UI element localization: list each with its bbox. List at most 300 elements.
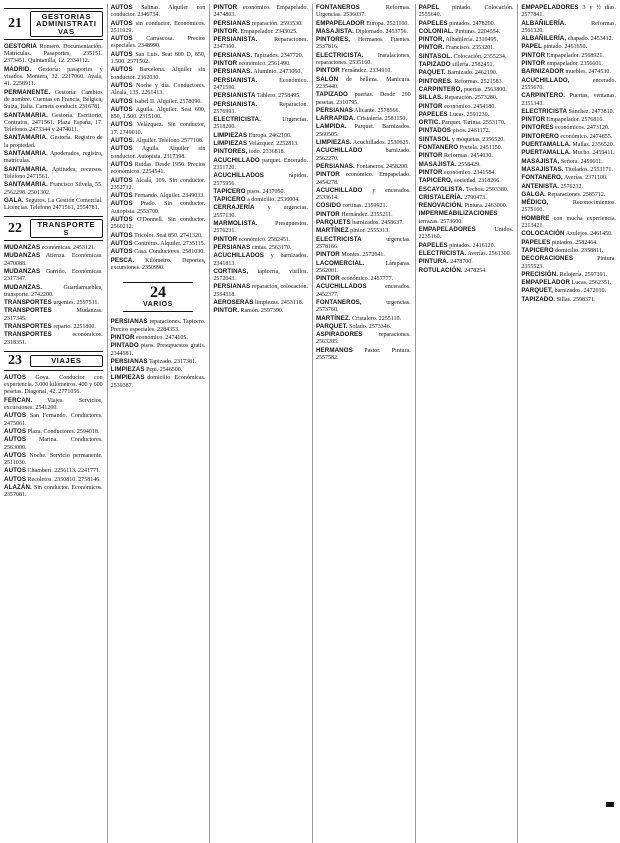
entry-text: Gestoría: Cambios de nombre. Cuentas en Francia, Bélgica, Suiza, Italia. Carnets conducir. 2316781.	[4, 89, 103, 111]
classified-entry	[213, 28, 308, 36]
entry-text: Ruidas. Desde 1950. Precios económicos. 2254541.	[110, 161, 206, 176]
classified-entry	[213, 307, 308, 315]
entry-text: económico. 2474855.	[558, 133, 613, 140]
classified-entry	[419, 242, 514, 250]
entry-text: Salinas. Alquiler con conductor. 2346734.	[110, 5, 206, 19]
classified-entry	[213, 188, 308, 196]
entry-lead: PARQUET.	[315, 322, 348, 330]
classified-entry	[316, 139, 411, 147]
classified-entry	[4, 197, 103, 213]
classified-entry	[521, 68, 616, 76]
entry-text: Sánchez. 2473810.	[567, 108, 615, 115]
entry-text: sociedad. 2318266.	[452, 178, 501, 185]
entry-text: 2478254.	[462, 267, 487, 274]
classified-entry	[521, 20, 616, 36]
entry-lead: TRANSPORTES	[4, 299, 52, 307]
entry-text: Barcelona. Alquiler sin conductor. 2362030.	[110, 67, 206, 81]
entry-lead: PINTOR	[521, 60, 546, 68]
classified-entry	[419, 177, 514, 185]
classified-entry	[4, 252, 103, 268]
entry-lead: PINTOR	[213, 60, 238, 68]
entry-lead: ELECTRICISTA.	[213, 116, 261, 124]
classified-entry	[419, 119, 514, 127]
classified-entry	[419, 94, 514, 102]
entry-text: Alquiler. Teléfono 2577108.	[134, 138, 204, 145]
entry-lead: PRECISIÓN.	[521, 270, 559, 278]
classified-entry	[316, 323, 411, 331]
entry-lead: PERSIANAS	[110, 357, 148, 365]
entry-text: Señora. 2459011.	[559, 158, 603, 165]
entry-text: puertas. Desde 290 pesetas. 2310795.	[315, 92, 411, 106]
classified-entry	[316, 315, 411, 323]
entry-text: San Fernando. Conductores. 2475061.	[4, 413, 103, 427]
classified-entry	[316, 187, 411, 203]
entry-lead: PINTURA.	[418, 258, 449, 266]
entry-lead: PINTOR	[213, 235, 238, 243]
classified-entry	[521, 116, 616, 124]
entry-text: Montes. 2572641.	[339, 252, 385, 259]
entry-lead: TAPIZADO	[418, 61, 451, 69]
entry-lead: MADRID.	[4, 65, 32, 73]
entry-lead: MASAJISTA.	[418, 160, 457, 168]
entry-text: San Luis. Seat 600 D, 850, 1.500. 2571502.	[110, 51, 206, 66]
entry-lead: AUTOS	[110, 145, 133, 153]
classified-entry	[419, 127, 514, 135]
classified-entry	[316, 4, 411, 20]
entry-text: reparto. 2251800.	[51, 323, 96, 330]
section-header	[123, 282, 193, 312]
entry-lead: MUDANZAS.	[4, 283, 43, 291]
classified-entry	[419, 86, 514, 94]
classified-entry	[111, 106, 206, 122]
classified-entry	[316, 299, 411, 315]
classified-entry	[4, 166, 103, 182]
entry-lead: FONTANERO	[418, 144, 459, 152]
entry-lead: LIMPIEZAS	[213, 140, 248, 148]
entry-lead: AUTOS	[110, 216, 133, 224]
entry-lead: LIMPIEZAS	[110, 366, 145, 374]
entry-lead: PAQUET.	[418, 69, 446, 77]
entry-text: 2478700.	[448, 259, 473, 266]
entry-text: Puertas, ventanas. 2351343.	[521, 93, 616, 107]
entry-lead: LIMPIEZAS.	[315, 139, 352, 147]
entry-lead: PINTOR	[315, 67, 340, 75]
classified-entry	[213, 116, 308, 132]
entry-lead: ESCAYOLISTA.	[418, 185, 465, 193]
entry-text: Mudanzas. 2317345.	[4, 308, 103, 322]
classified-entry	[316, 123, 411, 139]
entry-lead: COSIDO	[315, 202, 341, 210]
entry-lead: PESCA.	[110, 256, 135, 264]
entry-lead: PERSIANISTA.	[213, 100, 258, 108]
classified-entry	[521, 239, 616, 247]
classified-entry	[213, 77, 308, 93]
entry-text: Viajes. Servicios, excursiones. 2541200.	[4, 397, 103, 412]
classified-entry	[316, 202, 411, 210]
classified-entry	[521, 4, 616, 20]
entry-lead: AUTOS	[110, 81, 133, 89]
entry-lead: LIMPIEZAS	[213, 131, 248, 139]
classified-entry	[213, 252, 308, 268]
entry-text: Ramón. 2597390.	[239, 308, 284, 315]
entry-lead: MARMOLISTA.	[213, 220, 258, 228]
classified-entry	[4, 323, 103, 331]
classified-entry	[419, 202, 514, 210]
entry-text: económico. 2454180.	[442, 103, 496, 110]
entry-text: Reformas. 2454030.	[442, 153, 493, 160]
entry-text: Reformas. Urgencias. 2536037.	[315, 5, 411, 19]
classified-entry	[4, 476, 103, 484]
entry-text: O'Donnell. Sin conductor. 2560212.	[110, 217, 206, 231]
entry-lead: AUTOS	[110, 248, 133, 256]
entry-lead: GESTORIA	[4, 42, 38, 50]
entry-text: a domicilio. 2536004.	[245, 197, 300, 204]
classified-entry	[419, 186, 514, 194]
classified-entry	[316, 236, 411, 252]
entry-lead: PINTOR	[315, 251, 340, 259]
classified-entry	[213, 299, 308, 307]
entry-lead: AUTOS	[4, 373, 27, 381]
entry-text: urgencias. 2578166.	[315, 236, 411, 250]
classified-entry	[111, 20, 206, 36]
classified-entry	[111, 200, 206, 216]
entry-text: Albañilería. 2310495.	[444, 37, 499, 44]
classified-entry	[213, 220, 308, 236]
entry-text: Acuchillados. 2530625.	[351, 140, 411, 147]
entry-lead: ROTULACIÓN.	[418, 266, 463, 274]
entry-text: Goya. Conductor con experiencia. 3.000 kilómetros. 400 y 600 pesetas. Diagonal, 42. 2771056.	[4, 374, 103, 396]
entry-lead: AUTOS	[110, 97, 133, 105]
entry-lead: DECORACIONES	[521, 255, 574, 263]
entry-text: Kilómetro. Deportes, excursiones. 2350990.	[110, 257, 206, 271]
section-title: TRANSPORTES	[30, 219, 103, 238]
classified-entry	[111, 240, 206, 248]
classified-entry	[111, 137, 206, 145]
classified-entry	[316, 67, 411, 75]
classified-entry	[521, 174, 616, 182]
entry-text: Averías. 2561300.	[466, 250, 512, 257]
entry-text: Francisco. 2353201.	[444, 45, 495, 52]
classified-entry	[111, 366, 206, 374]
section-number: 21	[8, 15, 22, 31]
entry-lead: MASAJISTAS.	[521, 165, 564, 173]
entry-text: Cristalería. 2581150.	[355, 116, 407, 123]
entry-text: limpiezas. 2453118.	[253, 299, 304, 306]
entry-text: pisos. 2437050.	[245, 188, 285, 195]
entry-lead: ACUCHILLADO	[315, 147, 363, 155]
entry-text: Alcalá, 109. Sin conductor. 2352712.	[110, 177, 206, 191]
classified-entry	[111, 121, 206, 137]
classified-entry	[4, 452, 103, 468]
entry-lead: GALA.	[4, 196, 24, 204]
entry-lead: ORTIC.	[418, 119, 441, 127]
entry-lead: PERSIANAS	[213, 19, 251, 27]
column-5	[415, 4, 514, 843]
entry-lead: MÉDICO,	[521, 199, 549, 207]
classified-entry	[111, 257, 206, 273]
entry-text: Velázquez. 2252813.	[247, 141, 299, 148]
entry-lead: ACUCHILLADOS	[213, 172, 265, 180]
entry-lead: PINTOR	[315, 275, 340, 283]
classified-entry	[111, 66, 206, 82]
entry-lead: AUTOS	[110, 176, 133, 184]
entry-text: Económico. 2471590.	[213, 77, 308, 91]
entry-text: cortinas. 2359921.	[341, 203, 387, 210]
entry-text: Aptitudes, recursos. Teléfono 2471561.	[4, 166, 103, 180]
entry-lead: SANTAMARIA.	[4, 150, 48, 158]
entry-text: Solado. 2573346.	[347, 323, 392, 330]
entry-lead: AUTOS	[110, 105, 133, 113]
entry-text: Urgencias. 2518200.	[213, 117, 308, 131]
entry-lead: PINTOR.	[213, 307, 240, 315]
entry-text: Mucho. 2459411.	[570, 150, 615, 157]
entry-text: reparación. 2593530.	[250, 20, 303, 27]
section-title: GESTORIAS ADMINISTRATIVAS	[30, 11, 103, 37]
entry-lead: LIMPIEZAS	[110, 374, 145, 382]
classified-entry	[316, 331, 411, 347]
entry-lead: CRISTALERÍA.	[418, 193, 463, 201]
entry-lead: FONTANEROS	[315, 4, 360, 11]
entry-text: Lámparas. 2562001.	[315, 260, 411, 274]
entry-text: pintados. 2416120.	[447, 242, 496, 249]
entry-text: Cristalero. 2255110.	[350, 315, 402, 322]
entry-lead: AUTOS	[110, 50, 133, 58]
entry-lead: AUTOS	[4, 412, 27, 420]
classified-entry	[316, 52, 411, 68]
classified-entry	[213, 68, 308, 76]
entry-text: Pintura. 2355523.	[521, 256, 616, 270]
entry-text: Apoderados, registro, matrículas.	[4, 151, 103, 165]
entry-text: Atienza. Económicas. 2470088.	[4, 253, 103, 267]
classified-entry	[111, 232, 206, 240]
entry-text: Tapizado. 2317381.	[147, 358, 197, 365]
entry-text: Contreras. Alquiler. 2735115.	[132, 240, 206, 247]
entry-lead: PERSIANAS.	[213, 68, 253, 76]
classified-entry	[521, 108, 616, 116]
entry-lead: AUTOS	[4, 451, 27, 459]
classified-entry	[521, 247, 616, 255]
classified-entry	[4, 66, 103, 89]
entry-text: y urgencias. 2557130.	[213, 205, 308, 219]
entry-text: Reformas. 2561320.	[521, 20, 616, 34]
classified-entry	[521, 287, 616, 295]
entry-lead: PINTORES.	[418, 77, 453, 85]
classified-entry	[4, 397, 103, 413]
entry-text: Titulados. 2553171.	[563, 166, 613, 173]
classified-entry	[213, 204, 308, 220]
entry-text: reparación, colocación. 2554318.	[213, 284, 308, 298]
section-header	[4, 8, 103, 40]
entry-lead: SANTAMARIA.	[4, 134, 48, 142]
entry-lead: PINTOR,	[418, 36, 445, 44]
entry-lead: FONTANEROS,	[315, 298, 362, 306]
classified-entry	[316, 275, 411, 283]
entry-lead: CERRAJERÍA	[213, 204, 255, 212]
entry-text: Fontaneros. 2458200.	[354, 163, 409, 170]
classified-entry	[316, 115, 411, 123]
entry-text: Chamberí. 2256113. 2241771.	[26, 468, 101, 475]
classified-entry	[4, 299, 103, 307]
classified-entry	[521, 43, 616, 51]
entry-lead: AUTOS	[110, 35, 133, 43]
entry-lead: HOMBRE	[521, 214, 550, 222]
entry-lead: PAPEL	[521, 43, 542, 51]
entry-text: económico. 2457777.	[339, 276, 394, 283]
entry-text: urgencias. 2573760.	[315, 299, 411, 314]
entry-text: Hernández. 2355211.	[339, 211, 393, 218]
section-header	[4, 351, 103, 371]
classified-entry	[521, 199, 616, 215]
classified-entry	[419, 226, 514, 242]
entry-text: empapelador. 2356601.	[545, 61, 603, 68]
entry-text: chapado. 2453412.	[566, 36, 614, 43]
entry-text: barnizados. 2458637.	[350, 220, 404, 227]
entry-lead: ACUCHILLADO	[315, 186, 363, 194]
entry-text: Parquet. Tarima. 2553170.	[440, 120, 506, 127]
classified-entry	[316, 347, 411, 363]
classified-entry	[4, 112, 103, 135]
entry-text: pintados. 2478200.	[447, 20, 496, 27]
entry-text: tapicería, visillos. 2572043.	[213, 268, 308, 283]
classified-entry	[521, 166, 616, 174]
entry-lead: SANTAMARIA.	[4, 165, 48, 173]
section-number: 24	[149, 284, 166, 302]
entry-lead: PERSIANISTA.	[213, 76, 258, 84]
classified-entry	[316, 147, 411, 163]
entry-text: Unidos. 2235160.	[418, 227, 514, 241]
entry-lead: TAPIZADO.	[521, 295, 556, 303]
classified-entry	[111, 51, 206, 67]
entry-text: 2576232.	[559, 183, 583, 190]
entry-lead: PINTOR	[418, 102, 443, 110]
classified-entry	[419, 61, 514, 69]
entry-text: parquet. Encerado. 2351720.	[213, 157, 308, 171]
classified-entry	[419, 144, 514, 152]
classified-entry	[316, 91, 411, 107]
classified-entry	[521, 158, 616, 166]
classified-entry	[4, 436, 103, 452]
classified-entry	[316, 20, 411, 28]
entry-text: Pepi. 2546500.	[144, 367, 183, 374]
classified-entry	[419, 250, 514, 258]
entry-text: 2790473.	[462, 194, 487, 201]
entry-text: económico. Empapelado. 2474803.	[213, 5, 308, 19]
entry-lead: SALÓN	[315, 75, 339, 83]
entry-text: Fernández. 2334910.	[339, 68, 392, 75]
entry-lead: PUERTAMALLA.	[521, 141, 571, 149]
entry-text: barnizados. 2472010.	[552, 288, 606, 295]
entry-lead: AUTOS	[4, 467, 27, 475]
entry-lead: PINTORES,	[213, 148, 248, 156]
entry-lead: PINTOR	[315, 171, 340, 179]
entry-lead: ALAZÁN.	[4, 484, 32, 492]
entry-text: Aguila. Alquiler. Seat 600, 850, 1.500. 2315100.	[110, 106, 206, 121]
entry-lead: TAPIZADO	[315, 91, 348, 99]
entry-text: Gestoría. Escritorio, Contratos, 2471561. Plaza España, 17. Teléfonos 2473344 y 2474011.	[4, 112, 103, 134]
classified-entry	[521, 52, 616, 60]
entry-text: terrazas. 2573600.	[418, 218, 463, 225]
entry-lead: MUDANZAS	[4, 244, 41, 252]
entry-lead: TAPICERO	[213, 187, 246, 195]
entry-lead: HERMANOS	[315, 346, 353, 354]
classified-entry	[419, 169, 514, 177]
entry-text: puertas. 2563800.	[462, 86, 507, 93]
entry-text: domicilio. Económicas. 2539387.	[110, 375, 206, 389]
entry-lead: RENOVACIÓN.	[418, 202, 463, 210]
entry-lead: AUTOS	[110, 121, 133, 129]
entry-text: económico. 2582451.	[237, 236, 291, 243]
classified-entry	[4, 484, 103, 500]
entry-lead: GALGA.	[521, 190, 546, 198]
classified-entry	[4, 284, 103, 300]
entry-lead: ACUCHILLADO	[213, 156, 260, 164]
entry-lead: ELECTRICISTA.	[315, 51, 364, 59]
classified-entry	[521, 215, 616, 231]
classified-entry	[316, 260, 411, 276]
classified-entry	[419, 136, 514, 144]
entry-lead: AUTOS.	[110, 137, 135, 145]
entry-lead: PINTADO	[110, 342, 139, 350]
classified-entry	[111, 318, 206, 334]
entry-text: sin conductor. Económicos. 2511029.	[110, 20, 206, 34]
entry-text: encerado. 2555670.	[521, 77, 616, 91]
entry-lead: PAPEL	[418, 4, 440, 11]
entry-lead: PINTOR	[213, 4, 238, 11]
entry-text: económico. Empapelado. 2454278.	[315, 172, 411, 186]
entry-lead: FERCAN.	[4, 396, 33, 404]
entry-text: Europa. 2462100.	[247, 132, 292, 139]
classified-entry	[4, 89, 103, 112]
classified-entry	[419, 4, 514, 20]
entry-text: Diplomado. 2453756.	[354, 28, 408, 35]
entry-lead: CARPINTERO.	[521, 92, 566, 100]
classified-entry	[213, 101, 308, 117]
entry-text: domicilio. 2358811.	[553, 247, 604, 254]
entry-lead: FONTANERO,	[521, 174, 563, 182]
entry-text: Plaza. Conductores. 2594018.	[26, 428, 100, 435]
classified-entry	[213, 4, 308, 20]
classified-entry	[419, 111, 514, 119]
entry-lead: MARTÍNEZ	[315, 227, 349, 235]
entry-lead: PAPELES	[418, 241, 448, 249]
classified-entry	[111, 98, 206, 106]
entry-text: pintados. 2582464.	[550, 239, 598, 246]
entry-text: Colocación. 2355234.	[452, 53, 507, 60]
classified-entry	[521, 149, 616, 157]
entry-lead: ACUCHILLADO,	[521, 76, 570, 84]
entry-lead: LAMPIDA.	[315, 123, 347, 131]
entry-text: Seguros. La Gestión Comercial. Licencias. Teléfono 2471561, 2554781.	[4, 197, 103, 212]
classified-entry	[521, 60, 616, 68]
classified-entry	[111, 374, 206, 390]
entry-text: Pinturas. 2204554.	[453, 28, 501, 35]
classified-entry	[4, 331, 103, 347]
entry-lead: EMPAPELADORES	[521, 4, 579, 11]
entry-text: Reformas. 2521583.	[452, 78, 504, 85]
classified-entry	[419, 69, 514, 77]
entry-lead: AUTOS	[110, 192, 133, 200]
entry-text: Recoletos. 2350810. 2758146.	[26, 476, 101, 483]
entry-lead: TAPICERO	[521, 246, 554, 254]
classified-entry	[521, 183, 616, 191]
classified-entry	[4, 307, 103, 323]
entry-lead: SANTAMARIA.	[4, 181, 48, 189]
entry-lead: PINTOR	[521, 116, 546, 124]
entry-lead: PERSIANAS.	[315, 162, 355, 170]
entry-text: Empapelador. 2343025.	[239, 28, 298, 35]
entry-lead: EMPAPELADOR	[315, 19, 365, 27]
classified-entry	[521, 141, 616, 149]
